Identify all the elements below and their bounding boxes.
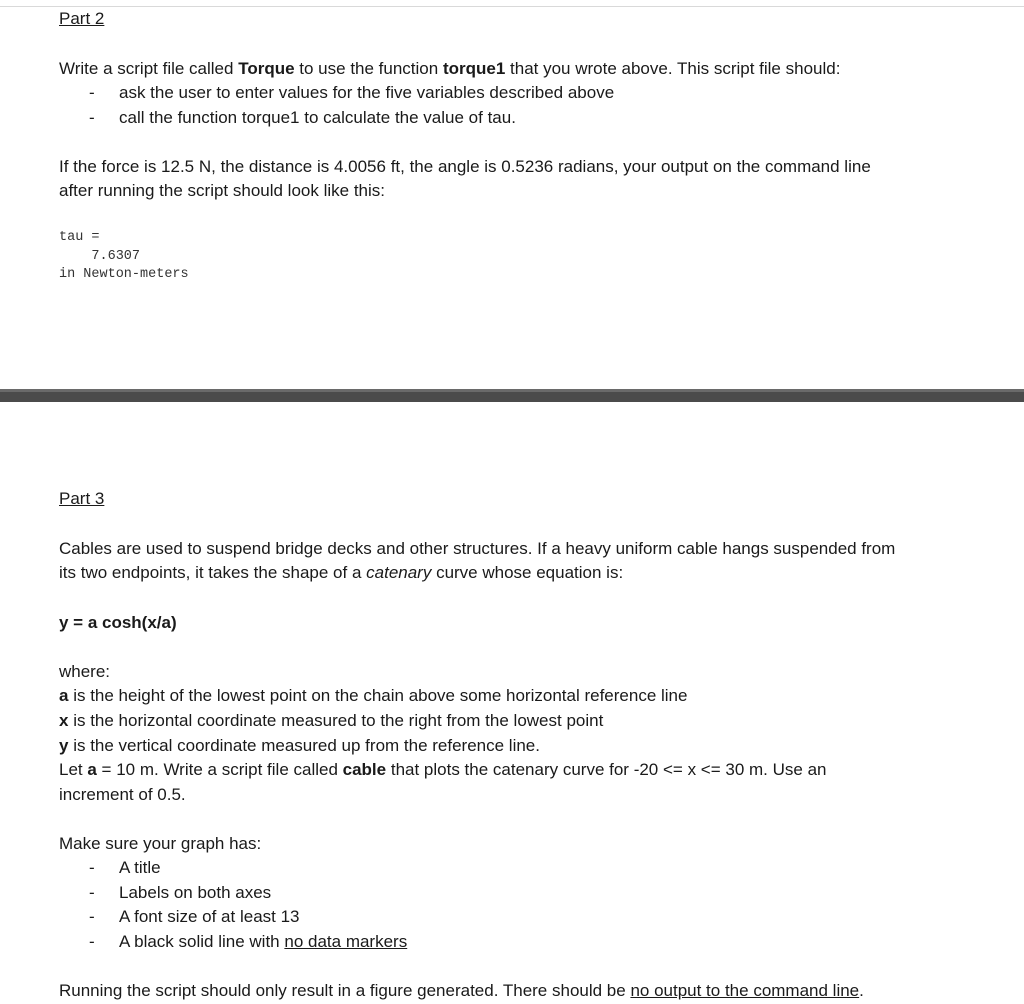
part2-intro: [59, 57, 979, 82]
let-text: that plots the catenary curve for -20 <= x <= 30 m. Use an: [386, 760, 827, 779]
let-line: [59, 758, 979, 783]
top-rule: [0, 6, 1024, 7]
output-line: tau =: [59, 230, 100, 245]
graph-bullet: [89, 905, 300, 930]
graph-requirements-intro: Make sure your graph has:: [59, 834, 262, 853]
catenary-term: catenary: [366, 563, 432, 582]
underlined-text: no output to the command line: [630, 981, 860, 1000]
variable-name: a: [59, 686, 69, 705]
part2-intro-text: that you wrote above. This script file should:: [505, 59, 841, 78]
bullet-dash: -: [89, 108, 95, 127]
bullet-dash: -: [89, 932, 95, 951]
output-line: in Newton-meters: [59, 267, 189, 282]
final-instruction: [59, 979, 999, 1004]
definition-text: is the height of the lowest point on the chain above some horizontal reference line: [68, 686, 688, 705]
let-line: increment of 0.5.: [59, 785, 186, 804]
part2-bullet: [89, 106, 516, 131]
final-text: .: [859, 981, 864, 1000]
part2-bullet: [89, 81, 614, 106]
part3-heading: Part 3: [59, 489, 105, 508]
divider-highlight: [0, 389, 1024, 392]
script-name-cable: cable: [342, 760, 387, 779]
graph-bullet: [89, 930, 407, 955]
part2-example-line: after running the script should look like this:: [59, 181, 386, 200]
definition-line: [59, 709, 979, 734]
definition-text: is the horizontal coordinate measured to the right from the lowest point: [68, 711, 604, 730]
definition-text: is the vertical coordinate measured up from the reference line.: [68, 736, 540, 755]
bullet-dash: -: [89, 883, 95, 902]
part2-heading: Part 2: [59, 9, 105, 28]
variable-name: x: [59, 711, 69, 730]
bullet-text: A title: [119, 858, 161, 877]
function-name-torque1: torque1: [442, 59, 506, 78]
definition-line: [59, 734, 979, 759]
graph-bullet: [89, 881, 271, 906]
part3-intro-text: curve whose equation is:: [431, 563, 624, 582]
final-text: Running the script should only result in a figure generated. There should be: [59, 981, 631, 1000]
part2-intro-text: to use the function: [294, 59, 443, 78]
bullet-text: Labels on both axes: [119, 883, 272, 902]
let-text: = 10 m. Write a script file called: [96, 760, 343, 779]
catenary-equation: y = a cosh(x/a): [59, 613, 177, 632]
definition-line: [59, 684, 979, 709]
variable-name: y: [59, 736, 69, 755]
where-label: where:: [59, 662, 111, 681]
bullet-text: A black solid line with: [119, 932, 285, 951]
part3-intro-text: its two endpoints, it takes the shape of a: [59, 563, 367, 582]
bullet-dash: -: [89, 907, 95, 926]
script-name-torque: Torque: [238, 59, 295, 78]
bullet-text: call the function torque1 to calculate the value of tau.: [119, 108, 516, 127]
bullet-text: ask the user to enter values for the five variables described above: [119, 83, 615, 102]
variable-name: a: [87, 760, 97, 779]
part3-intro-line: Cables are used to suspend bridge decks and other structures. If a heavy uniform cable hangs suspended from: [59, 539, 896, 558]
part3-intro-line: [59, 561, 979, 586]
section-divider: [0, 389, 1024, 402]
part2-example-line: If the force is 12.5 N, the distance is 4.0056 ft, the angle is 0.5236 radians, your output on the command line: [59, 157, 871, 176]
bullet-dash: -: [89, 858, 95, 877]
bullet-text: A font size of at least 13: [119, 907, 300, 926]
let-text: Let: [59, 760, 88, 779]
part2-intro-text: Write a script file called: [59, 59, 239, 78]
graph-bullet: [89, 856, 161, 881]
output-value: 7.6307: [59, 249, 141, 264]
bullet-dash: -: [89, 83, 95, 102]
underlined-text: no data markers: [284, 932, 408, 951]
